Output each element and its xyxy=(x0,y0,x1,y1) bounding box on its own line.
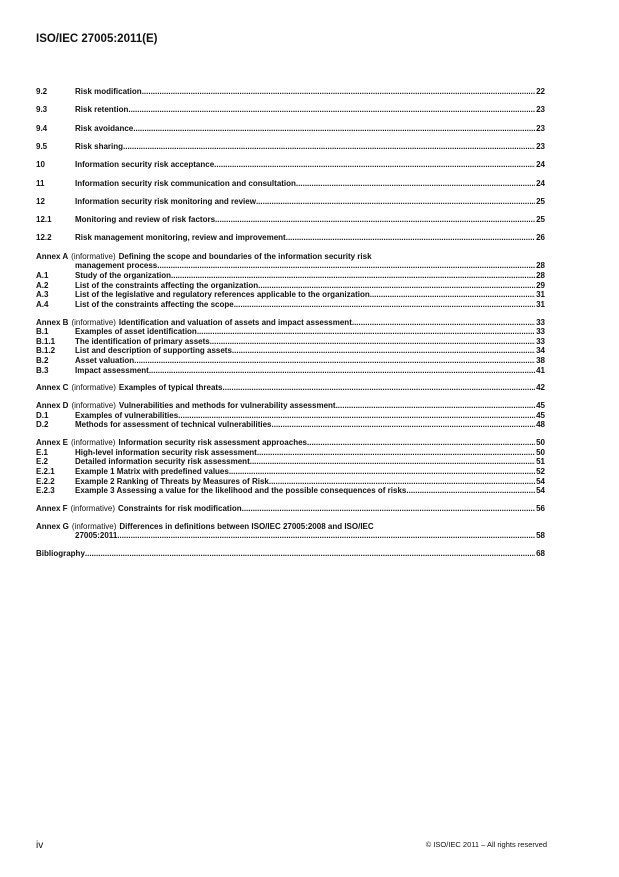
toc-entry[interactable] xyxy=(36,160,545,170)
toc-leader-dots xyxy=(257,448,535,458)
toc-annex-label: Annex D xyxy=(36,401,69,411)
toc-entry-page: 22 xyxy=(536,87,545,96)
toc-annex-note: (informative) xyxy=(70,503,116,513)
toc-leader-dots xyxy=(256,197,535,207)
toc-entry-title: Example 2 Ranking of Threats by Measures of Risk xyxy=(75,476,269,486)
toc-entry-page: 24 xyxy=(536,160,545,170)
toc-leader-dots xyxy=(296,179,535,189)
toc-annex-heading[interactable] xyxy=(36,438,545,448)
toc-entry-number: E.2.2 xyxy=(36,476,55,486)
toc-entry-title: Monitoring and review of risk factors xyxy=(75,215,216,225)
toc-annex-label: Annex F xyxy=(36,503,68,513)
toc-entry-number: E.2 xyxy=(36,457,49,467)
toc-leader-dots xyxy=(223,383,536,393)
toc-entry-title: High-level information security risk assessment xyxy=(75,447,257,457)
toc-leader-dots xyxy=(234,300,535,310)
toc-entry-page: 31 xyxy=(536,290,545,300)
toc-entry-page: 42 xyxy=(536,383,545,393)
toc-subentry[interactable] xyxy=(36,457,545,467)
toc-entry-title: List of the constraints affecting the organization xyxy=(75,280,259,290)
toc-leader-dots xyxy=(128,105,535,115)
toc-entry[interactable] xyxy=(36,197,545,207)
toc-subentry[interactable] xyxy=(36,448,545,458)
toc-entry-number: A.1 xyxy=(36,270,49,280)
toc-entry[interactable] xyxy=(36,87,545,97)
toc-entry-number: A.3 xyxy=(36,290,49,300)
toc-leader-dots xyxy=(336,401,536,411)
toc-entry-title: Information security risk monitoring and review xyxy=(75,196,256,206)
toc-entry-title: Risk avoidance xyxy=(75,123,134,133)
toc-leader-dots xyxy=(210,337,535,347)
toc-entry-title: Information security risk communication and consultation xyxy=(75,178,296,188)
toc-annex-heading[interactable] xyxy=(36,383,545,393)
toc-entry-page: 54 xyxy=(536,486,545,496)
toc-annex-heading[interactable] xyxy=(36,252,545,262)
toc-entry-title: Examples of asset identification xyxy=(75,327,197,337)
toc-annex-label: Annex B xyxy=(36,317,69,327)
toc-entry-page: 26 xyxy=(536,233,545,243)
toc-entry-page: 29 xyxy=(536,280,545,290)
toc-leader-dots xyxy=(406,486,535,496)
toc-entry-title: Example 1 Matrix with predefined values xyxy=(75,466,229,476)
toc-annex-label: Annex E xyxy=(36,438,69,448)
toc-entry-page: 28 xyxy=(536,261,545,271)
toc-leader-dots xyxy=(142,87,535,97)
toc-subentry[interactable] xyxy=(36,467,545,477)
copyright-notice: © ISO/IEC 2011 – All rights reserved xyxy=(425,840,547,849)
toc-entry-number: B.2 xyxy=(36,355,49,365)
toc-annex-heading[interactable] xyxy=(36,522,545,532)
toc-annex-heading[interactable] xyxy=(36,318,545,328)
toc-leader-dots xyxy=(157,261,535,271)
toc-leader-dots xyxy=(229,467,535,477)
toc-entry-page: 52 xyxy=(536,466,545,476)
toc-entry-page: 25 xyxy=(536,196,545,206)
toc-annex-title-cont: management process xyxy=(75,261,158,271)
toc-subentry[interactable] xyxy=(36,271,545,281)
toc-leader-dots xyxy=(85,549,535,559)
toc-entry-page: 28 xyxy=(536,270,545,280)
toc-annex-title: Constraints for risk modification xyxy=(118,503,242,513)
toc-entry-page: 56 xyxy=(536,503,545,513)
toc-annex-title: Examples of typical threats xyxy=(118,383,223,393)
toc-entry[interactable] xyxy=(36,215,545,225)
toc-leader-dots xyxy=(123,142,535,152)
toc-annex-note: (informative) xyxy=(71,317,116,327)
toc-annex-title: Identification and valuation of assets and impact assessment xyxy=(118,317,352,327)
toc-annex-note: (informative) xyxy=(71,521,117,531)
toc-subentry[interactable] xyxy=(36,281,545,291)
toc-entry-title: Example 3 Assessing a value for the likelihood and the possible consequences of risks xyxy=(75,486,407,496)
toc-entry-page: 33 xyxy=(536,317,545,327)
toc-leader-dots xyxy=(307,438,535,448)
toc-entry-number: 11 xyxy=(36,178,45,188)
toc-leader-dots xyxy=(197,327,535,337)
toc-entry-title: The identification of primary assets xyxy=(75,336,210,346)
toc-leader-dots xyxy=(232,346,535,356)
toc-entry-title: Study of the organization xyxy=(75,270,171,280)
toc-entry-page: 34 xyxy=(536,346,545,356)
toc-entry-number: 10 xyxy=(36,160,45,170)
toc-entry-page: 68 xyxy=(536,549,545,559)
toc-entry-page: 33 xyxy=(536,327,545,337)
toc-entry-number: B.1.2 xyxy=(36,346,56,356)
toc-entry-number: 9.5 xyxy=(36,141,48,151)
toc-annex-note: (informative) xyxy=(71,438,116,448)
toc-annex-title: Vulnerabilities and methods for vulnerability assessment xyxy=(118,401,336,411)
toc-entry-page: 23 xyxy=(536,141,545,151)
toc-entry-page: 50 xyxy=(536,447,545,457)
toc-entry-title: List of the legislative and regulatory references applicable to the organization xyxy=(75,290,370,300)
toc-leader-dots xyxy=(272,420,536,430)
toc-entry[interactable] xyxy=(36,179,545,189)
toc-entry-number: 9.4 xyxy=(36,123,48,133)
toc-entry-number: A.4 xyxy=(36,299,49,309)
toc-entry-number: 12.2 xyxy=(36,233,52,243)
toc-leader-dots xyxy=(214,160,535,170)
toc-entry[interactable] xyxy=(36,233,545,243)
toc-entry-title: Information security risk acceptance xyxy=(75,160,215,170)
toc-annex-heading[interactable] xyxy=(36,401,545,411)
toc-entry-title: Risk modification xyxy=(75,87,142,96)
toc-annex-note: (informative) xyxy=(71,401,116,411)
document-header: ISO/IEC 27005:2011(E) xyxy=(36,33,158,45)
toc-entry-number: 12.1 xyxy=(36,215,52,225)
toc-annex-continuation[interactable] xyxy=(36,261,545,271)
toc-entry-page: 23 xyxy=(536,105,545,115)
toc-entry-title: Methods for assessment of technical vulnerabilities xyxy=(75,420,272,430)
toc-entry-page: 58 xyxy=(536,531,545,541)
page-number: iv xyxy=(36,840,44,851)
toc-entry-page: 38 xyxy=(536,355,545,365)
toc-leader-dots xyxy=(117,531,535,541)
toc-annex-label: Annex A xyxy=(36,251,69,261)
toc-entry-number: D.1 xyxy=(36,410,49,420)
toc-leader-dots xyxy=(178,411,535,421)
toc-entry[interactable] xyxy=(36,105,545,115)
toc-annex-continuation[interactable] xyxy=(36,531,545,541)
toc-annex-note: (informative) xyxy=(71,251,116,261)
toc-annex-heading[interactable] xyxy=(36,504,545,514)
toc-leader-dots xyxy=(149,366,535,376)
toc-subentry[interactable] xyxy=(36,337,545,347)
toc-annex-title: Information security risk assessment approaches xyxy=(118,438,307,448)
toc-entry-page: 45 xyxy=(536,410,545,420)
toc-entry-title: Risk retention xyxy=(75,105,129,115)
toc-entry-page: 31 xyxy=(536,299,545,309)
toc-entry-page: 50 xyxy=(536,438,545,448)
toc-entry-number: E.1 xyxy=(36,447,49,457)
toc-entry-title: Asset valuation xyxy=(75,355,135,365)
toc-leader-dots xyxy=(258,281,535,291)
toc-leader-dots xyxy=(133,124,535,134)
toc-subentry[interactable] xyxy=(36,486,545,496)
toc-entry-number: D.2 xyxy=(36,420,49,430)
toc-annex-title-cont: 27005:2011 xyxy=(75,531,118,541)
toc-subentry[interactable] xyxy=(36,420,545,430)
toc-leader-dots xyxy=(286,233,535,243)
toc-subentry[interactable] xyxy=(36,327,545,337)
toc-leader-dots xyxy=(370,290,535,300)
toc-entry-number: A.2 xyxy=(36,280,49,290)
toc-entry-title: Impact assessment xyxy=(75,365,149,375)
toc-entry-page: 33 xyxy=(536,336,545,346)
toc-entry-title: Bibliography xyxy=(36,549,85,559)
toc-entry-title: Risk management monitoring, review and improvement xyxy=(75,233,286,243)
toc-entry-page: 41 xyxy=(536,365,545,375)
toc-entry[interactable] xyxy=(36,124,545,134)
toc-entry-page: 48 xyxy=(536,420,545,430)
toc-entry-number: E.2.3 xyxy=(36,486,55,496)
toc-entry-number: 9.3 xyxy=(36,105,48,115)
toc-subentry[interactable] xyxy=(36,366,545,376)
toc-leader-dots xyxy=(352,318,535,328)
toc-entry-page: 45 xyxy=(536,401,545,411)
toc-entry-number: E.2.1 xyxy=(36,466,55,476)
toc-entry-page: 51 xyxy=(536,457,545,467)
toc-leader-dots xyxy=(134,356,535,366)
toc-entry-title: List of the constraints affecting the scope xyxy=(75,299,234,309)
toc-subentry[interactable] xyxy=(36,346,545,356)
toc-subentry[interactable] xyxy=(36,300,545,310)
toc-entry[interactable] xyxy=(36,142,545,152)
toc-annex-label: Annex G xyxy=(36,521,69,531)
toc-subentry[interactable] xyxy=(36,411,545,421)
toc-bibliography[interactable] xyxy=(36,549,545,559)
toc-annex-title: Defining the scope and boundaries of the information security risk xyxy=(118,251,372,261)
toc-entry-title: Detailed information security risk assessment xyxy=(75,457,250,467)
toc-entry-title: Risk sharing xyxy=(75,141,124,151)
toc-entry-page: 24 xyxy=(536,178,545,188)
toc-annex-title: Differences in definitions between ISO/IEC 27005:2008 and ISO/IEC xyxy=(119,521,374,531)
toc-entry-number: B.1.1 xyxy=(36,336,56,346)
toc-subentry[interactable] xyxy=(36,356,545,366)
toc-entry-page: 54 xyxy=(536,476,545,486)
toc-entry-title: Examples of vulnerabilities xyxy=(75,410,179,420)
toc-leader-dots xyxy=(171,271,535,281)
toc-entry-page: 23 xyxy=(536,123,545,133)
toc-subentry[interactable] xyxy=(36,290,545,300)
toc-annex-label: Annex C xyxy=(36,383,69,393)
toc-subentry[interactable] xyxy=(36,477,545,487)
toc-leader-dots xyxy=(242,504,536,514)
toc-leader-dots xyxy=(269,477,535,487)
toc-annex-note: (informative) xyxy=(71,383,116,393)
toc-entry-title: List and description of supporting assets xyxy=(75,346,232,356)
toc-entry-number: 9.2 xyxy=(36,87,48,96)
toc-leader-dots xyxy=(215,215,535,225)
toc-leader-dots xyxy=(250,457,535,467)
toc-entry-number: B.3 xyxy=(36,365,49,375)
toc-entry-number: 12 xyxy=(36,196,45,206)
toc-entry-number: B.1 xyxy=(36,327,49,337)
toc-entry-page: 25 xyxy=(536,215,545,225)
